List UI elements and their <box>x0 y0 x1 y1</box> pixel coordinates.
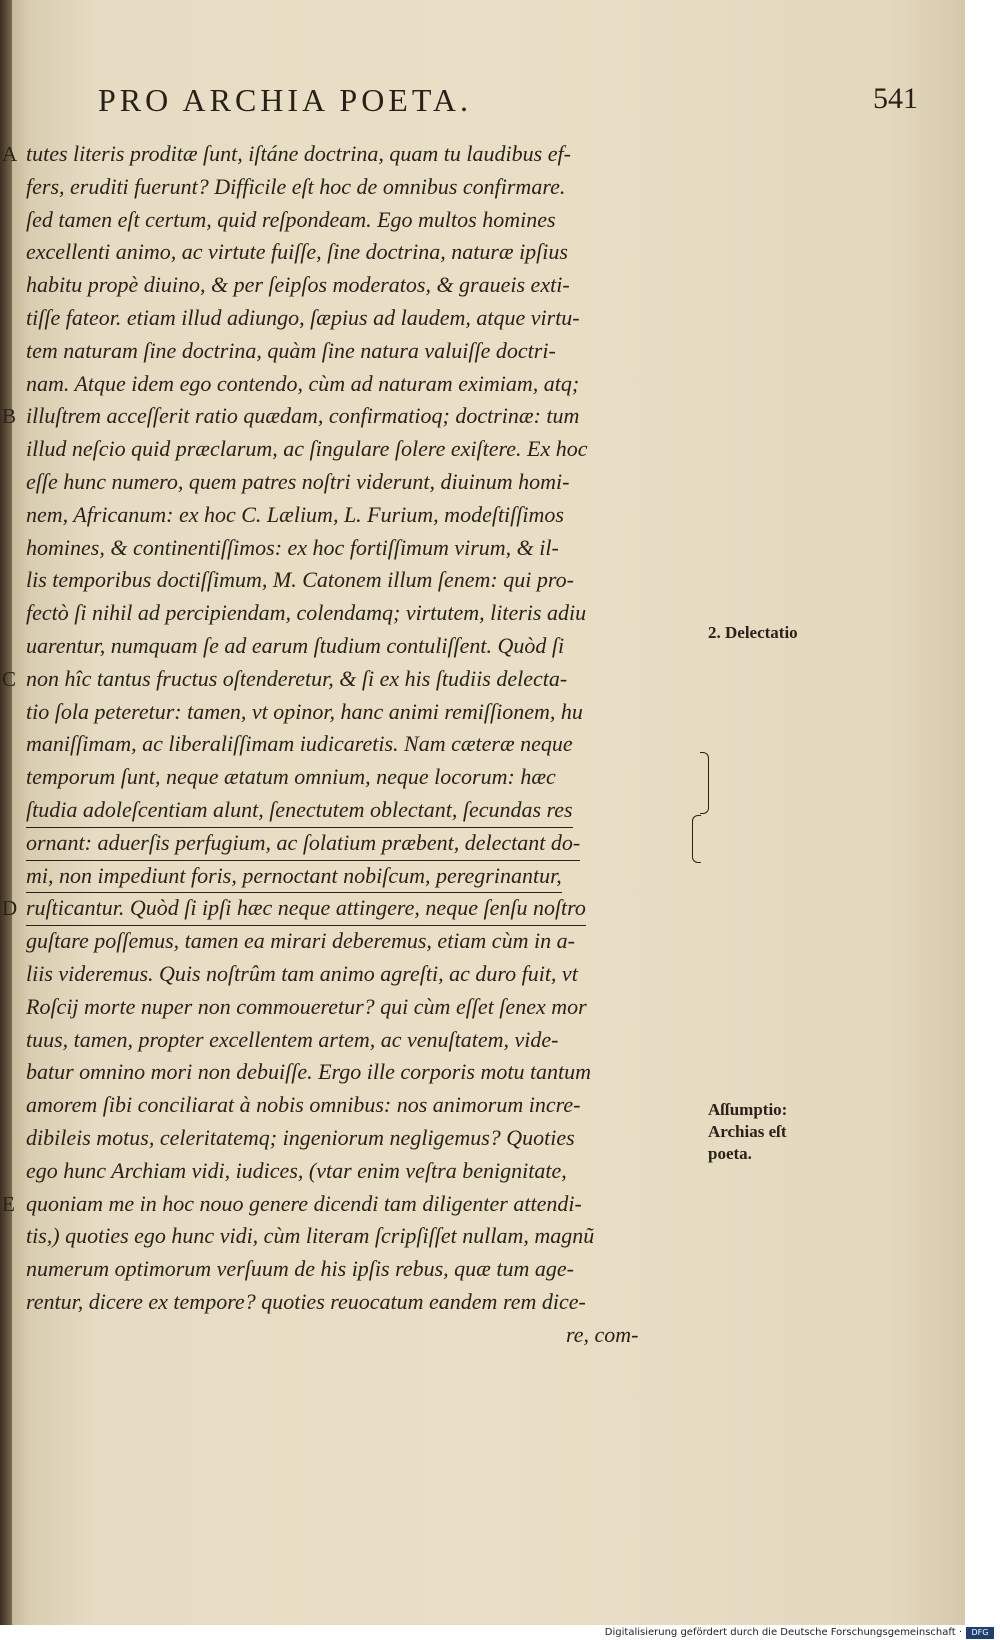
text-line <box>20 1056 700 1089</box>
marginal-note <box>708 1099 848 1165</box>
text-line <box>20 499 700 532</box>
text-line <box>20 236 700 269</box>
line-text: habitu propè diuino, & per ſeipſos moderatos, & graueis exti- <box>26 272 570 298</box>
text-line <box>2 892 700 925</box>
line-text: amorem ſibi conciliarat à nobis omnibus: nos animorum incre- <box>26 1092 581 1118</box>
line-text: mi, non impediunt foris, pernoctant nobiſcum, peregrinantur, <box>26 860 562 894</box>
line-text: tem naturam ſine doctrina, quàm ſine natura valuiſſe doctri- <box>26 337 556 363</box>
line-text: illuſtrem acceſſerit ratio quædam, confirmatioq; doctrinæ: tum <box>26 403 580 429</box>
line-text: ſed tamen eſt certum, quid reſpondeam. Ego multos homines <box>26 206 556 232</box>
marginal-bracket <box>692 815 701 863</box>
line-text: eſſe hunc numero, quem patres noſtri viderunt, diuinum homi- <box>26 468 570 494</box>
line-text: liis videremus. Quis noſtrûm tam animo agreſti, ac duro fuit, vt <box>26 960 578 986</box>
footer <box>0 1626 1000 1640</box>
marginal-bracket <box>700 752 709 814</box>
line-text: tio ſola peteretur: tamen, vt opinor, hanc animi remiſſionem, hu <box>26 698 583 724</box>
line-text: ſtudia adoleſcentiam alunt, ſenectutem oblectant, ſecundas res <box>26 794 573 828</box>
line-text: ego hunc Archiam vidi, iudices, (vtar enim veſtra benignitate, <box>26 1157 567 1183</box>
line-text: ornant: aduerſis perfugium, ac ſolatium præbent, delectant do- <box>26 827 580 861</box>
line-text: guſtare poſſemus, tamen ea mirari deberemus, etiam cùm in a- <box>26 928 575 954</box>
text-line <box>20 171 700 204</box>
line-text: non hîc tantus fructus oſtenderetur, & ſi ex his ſtudiis delecta- <box>26 665 568 691</box>
text-line <box>20 433 700 466</box>
marginal-note-line: Archias eſt <box>708 1122 787 1141</box>
marginal-note: 2. Delectatio <box>708 623 798 642</box>
text-line <box>20 1220 700 1253</box>
text-line <box>20 827 700 860</box>
funding-credit: Digitalisierung gefördert durch die Deutsche Forschungsgemeinschaft · <box>604 1627 962 1638</box>
text-line <box>20 368 700 401</box>
line-text: nam. Atque idem ego contendo, cùm ad naturam eximiam, atq; <box>26 370 580 396</box>
line-text: ruſticantur. Quòd ſi ipſi hæc neque attingere, neque ſenſu noſtro <box>26 892 586 926</box>
line-text: quoniam me in hoc nouo genere dicendi tam diligenter attendi- <box>26 1190 582 1216</box>
text-line <box>20 269 700 302</box>
line-text: homines, & continentiſſimos: ex hoc fortiſſimum virum, & il- <box>26 534 559 560</box>
body-text <box>2 138 700 1351</box>
line-text: numerum optimorum verſuum de his ipſis rebus, quæ tum age- <box>26 1256 574 1282</box>
section-marker: B <box>2 404 17 429</box>
page-header <box>98 82 918 122</box>
text-line <box>20 466 700 499</box>
line-text: temporum ſunt, neque ætatum omnium, neque locorum: hæc <box>26 764 556 790</box>
line-text: tutes literis proditæ ſunt, iſtáne doctrina, quam tu laudibus ef- <box>26 141 571 166</box>
text-line <box>20 1155 700 1188</box>
text-line <box>20 1253 700 1286</box>
section-marker: A <box>2 142 18 166</box>
text-line <box>20 1319 700 1352</box>
text-line <box>20 794 700 827</box>
text-line <box>20 1122 700 1155</box>
line-text: uarentur, numquam ſe ad earum ſtudium contuliſſent. Quòd ſi <box>26 632 565 658</box>
line-text: illud neſcio quid præclarum, ac ſingulare ſolere exiſtere. Ex hoc <box>26 436 588 462</box>
line-text: fers, eruditi fuerunt? Difficile eſt hoc de omnibus confirmare. <box>26 173 566 199</box>
text-line <box>2 400 700 433</box>
binding-gutter <box>0 0 12 1625</box>
line-text: lis temporibus doctiſſimum, M. Catonem illum ſenem: qui pro- <box>26 567 574 593</box>
text-line <box>20 1024 700 1057</box>
text-line <box>20 335 700 368</box>
marginal-note-line: poeta. <box>708 1144 752 1163</box>
line-text: tiſſe fateor. etiam illud adiungo, ſæpius ad laudem, atque virtu- <box>26 304 580 330</box>
text-line <box>20 597 700 630</box>
line-text: rentur, dicere ex tempore? quoties reuocatum eandem rem dice- <box>26 1288 586 1314</box>
line-text: tis,) quoties ego hunc vidi, cùm literam ſcripſiſſet nullam, magnũ <box>26 1223 595 1249</box>
text-line <box>2 663 700 696</box>
line-text: Roſcij morte nuper non commoueretur? qui cùm eſſet ſenex mor <box>26 993 587 1019</box>
text-line <box>2 1188 700 1221</box>
text-line <box>20 204 700 237</box>
line-text: nem, Africanum: ex hoc C. Lælium, L. Furium, modeſtiſſimos <box>26 501 564 527</box>
text-line <box>20 860 700 893</box>
text-line <box>20 630 700 663</box>
text-line <box>20 696 700 729</box>
text-line <box>20 925 700 958</box>
dfg-logo: DFG <box>966 1627 994 1639</box>
line-text: batur omnino mori non debuiſſe. Ergo ille corporis motu tantum <box>26 1059 592 1085</box>
line-text: tuus, tamen, propter excellentem artem, ac venuſtatem, vide- <box>26 1026 559 1052</box>
text-line <box>20 728 700 761</box>
section-marker: C <box>2 666 17 691</box>
text-line <box>2 138 700 171</box>
text-line <box>20 302 700 335</box>
text-line <box>20 1286 700 1319</box>
text-line <box>20 564 700 597</box>
line-text: dibileis motus, celeritatemq; ingeniorum negligemus? Quoties <box>26 1124 575 1150</box>
text-line <box>20 1089 700 1122</box>
line-text: re, com- <box>566 1321 639 1347</box>
line-text: fectò ſi nihil ad percipiendam, colendamq; virtutem, literis adiu <box>26 600 587 626</box>
text-line <box>20 991 700 1024</box>
section-marker: D <box>2 896 18 921</box>
running-title: PRO ARCHIA POETA. <box>98 82 472 118</box>
section-marker: E <box>2 1191 15 1216</box>
line-text: excellenti animo, ac virtute fuiſſe, ſine doctrina, naturæ ipſius <box>26 239 568 265</box>
text-line <box>20 532 700 565</box>
line-text: maniſſimam, ac liberaliſſimam iudicaretis. Nam cæteræ neque <box>26 731 573 757</box>
text-line <box>20 958 700 991</box>
text-line <box>20 761 700 794</box>
page-number: 541 <box>873 82 918 115</box>
marginal-note-line: Aſſumptio: <box>708 1100 788 1119</box>
